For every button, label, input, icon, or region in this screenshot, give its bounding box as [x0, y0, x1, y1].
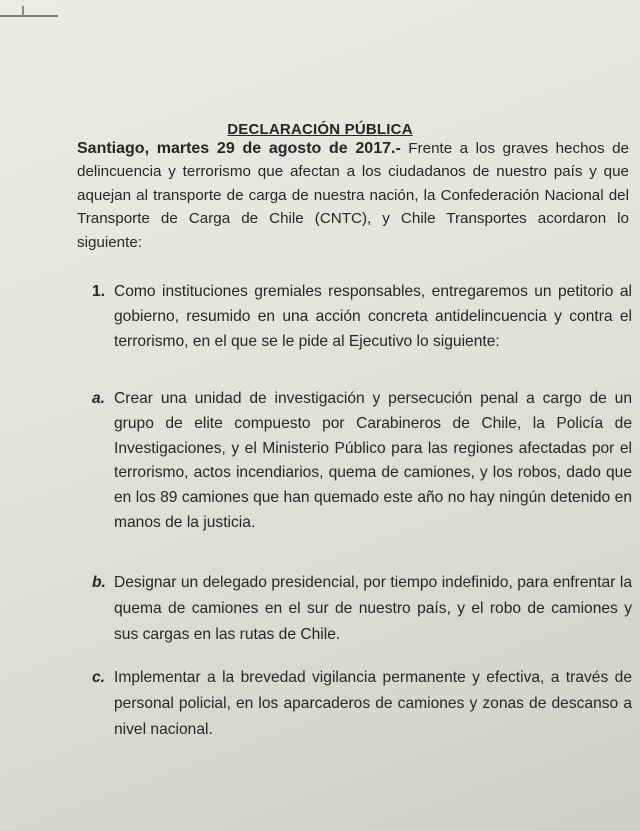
- intro-paragraph: [77, 137, 629, 254]
- list-item-b: [92, 570, 632, 648]
- list-marker: b.: [92, 574, 106, 591]
- intro-text: Frente a los graves hechos de delincuencia y terrorismo que afectan a los ciudadanos de nuestro país y que aquejan al transporte de carga de nuestra nación, la Confederación Nacional del Transporte de Carga de Chile (CNTC), y Chile Transportes acordaron lo siguiente:: [77, 140, 629, 251]
- corner-pen-tick: [22, 6, 24, 17]
- corner-pen-mark: [0, 15, 58, 17]
- list-item-1: [92, 280, 632, 354]
- intro-date-lead: Santiago, martes 29 de agosto de 2017.-: [77, 140, 401, 157]
- list-item-text: Implementar a la brevedad vigilancia permanente y efectiva, a través de personal policial, en los aparcaderos de camiones y zonas de descanso a nivel nacional.: [114, 669, 632, 738]
- list-item-text: Como instituciones gremiales responsables, entregaremos un petitorio al gobierno, resumido en una acción concreta antidelincuencia y contra el terrorismo, en el que se le pide al Ejecutivo lo siguiente:: [114, 283, 632, 350]
- list-item-c: [92, 665, 632, 743]
- list-item-a: [92, 387, 632, 536]
- document-title: DECLARACIÓN PÚBLICA: [227, 121, 413, 138]
- list-item-text: Designar un delegado presidencial, por tiempo indefinido, para enfrentar la quema de camiones en el sur de nuestro país, y el robo de camiones y sus cargas en las rutas de Chile.: [114, 574, 632, 643]
- list-marker: 1.: [92, 283, 106, 300]
- list-item-text: Crear una unidad de investigación y persecución penal a cargo de un grupo de elite compuesto por Carabineros de Chile, la Policía de Investigaciones, y el Ministerio Público para las regiones afectadas por el terrorismo, actos incendiarios, quema de camiones, y los robos, dado que en los 89 camiones que han quemado este año no hay ningún detenido en manos de la justicia.: [114, 390, 632, 531]
- list-marker: a.: [92, 390, 106, 407]
- list-marker: c.: [92, 669, 106, 686]
